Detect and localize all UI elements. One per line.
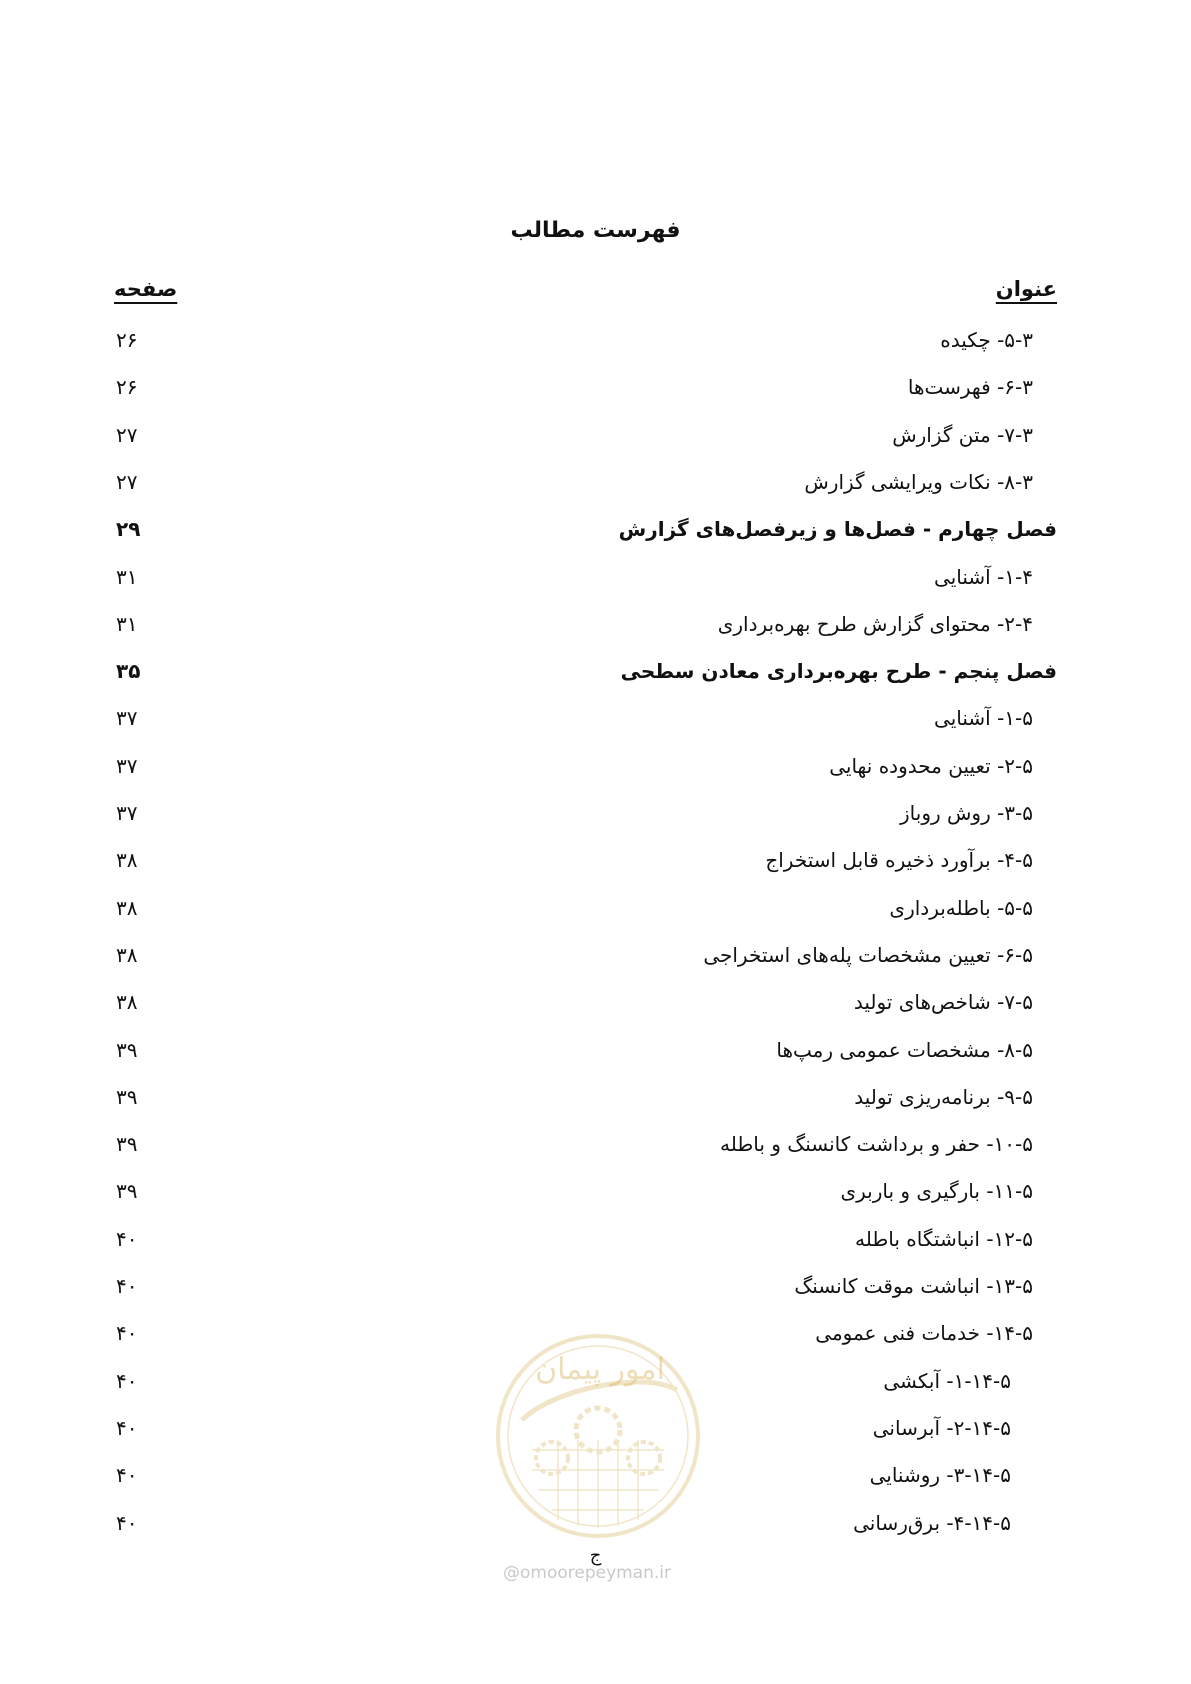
toc-row: [0, 1179, 1191, 1213]
toc-entry-page: ۳۱: [116, 612, 138, 636]
toc-row: [0, 470, 1191, 504]
toc-entry-title: ۱۴-۵- خدمات فنی عمومی: [815, 1321, 1033, 1345]
toc-row: [0, 754, 1191, 788]
toc-entry-title: ۱-۴- آشنایی: [934, 565, 1033, 589]
toc-entry-page: ۴۰: [116, 1274, 138, 1298]
toc-entry-page: ۳۸: [116, 943, 138, 967]
title-column-header: عنوان: [995, 277, 1057, 301]
toc-entry-page: ۳۷: [116, 706, 138, 730]
toc-row: [0, 328, 1191, 362]
toc-row: [0, 1132, 1191, 1166]
toc-entry-title: ۸-۵- مشخصات عمومی رمپ‌ها: [776, 1038, 1033, 1062]
toc-row: [0, 990, 1191, 1024]
toc-entry-page: ۲۶: [116, 328, 138, 352]
toc-entry-title: ۱-۱۴-۵- آبکشی: [883, 1369, 1011, 1393]
toc-entry-title: ۵-۳- چکیده: [940, 328, 1033, 352]
toc-entry-page: ۳۹: [116, 1179, 138, 1203]
toc-entry-title: ۱۲-۵- انباشتگاه باطله: [855, 1227, 1033, 1251]
toc-entry-title: ۲-۱۴-۵- آبرسانی: [872, 1416, 1011, 1440]
toc-row: [0, 1227, 1191, 1261]
toc-row: [0, 1085, 1191, 1119]
toc-entry-title: ۲-۵- تعیین محدوده نهایی: [829, 754, 1033, 778]
toc-entry-page: ۳۹: [116, 1132, 138, 1156]
toc-entry-title: ۱۰-۵- حفر و برداشت کانسنگ و باطله: [720, 1132, 1033, 1156]
toc-row: [0, 896, 1191, 930]
toc-row: [0, 943, 1191, 977]
toc-entry-page: ۳۸: [116, 896, 138, 920]
toc-entry-page: ۳۹: [116, 1085, 138, 1109]
website-watermark: @omoorepeyman.ir: [503, 1563, 672, 1583]
toc-row: [0, 801, 1191, 835]
toc-entry-page: ۲۷: [116, 423, 138, 447]
toc-entry-page: ۳۵: [116, 659, 141, 683]
toc-entry-title: ۲-۴- محتوای گزارش طرح بهره‌برداری: [717, 612, 1033, 636]
toc-row: [0, 848, 1191, 882]
toc-entry-page: ۲۶: [116, 375, 138, 399]
toc-entry-page: ۴۰: [116, 1321, 138, 1345]
toc-entry-title: ۶-۳- فهرست‌ها: [907, 375, 1033, 399]
toc-entry-title: ۴-۵- برآورد ذخیره قابل استخراج: [765, 848, 1033, 872]
toc-entry-page: ۴۰: [116, 1227, 138, 1251]
toc-entry-page: ۴۰: [116, 1511, 138, 1535]
toc-entry-title: ۱۳-۵- انباشت موقت کانسنگ: [794, 1274, 1033, 1298]
toc-entry-page: ۲۷: [116, 470, 138, 494]
toc-entry-title: ۳-۵- روش روباز: [900, 801, 1033, 825]
toc-entry-title: ۶-۵- تعیین مشخصات پله‌های استخراجی: [703, 943, 1033, 967]
toc-entry-page: ۳۸: [116, 848, 138, 872]
toc-row: [0, 706, 1191, 740]
toc-entry-page: ۳۷: [116, 754, 138, 778]
toc-entry-title: ۳-۱۴-۵- روشنایی: [869, 1463, 1011, 1487]
toc-row: [0, 375, 1191, 409]
seal-text: امور پیمان: [535, 1352, 665, 1387]
toc-row: [0, 612, 1191, 646]
toc-entry-page: ۴۰: [116, 1416, 138, 1440]
toc-entry-title: ۴-۱۴-۵- برق‌رسانی: [853, 1511, 1011, 1535]
toc-entry-title: فصل پنجم - طرح بهره‌برداری معادن سطحی: [620, 659, 1057, 683]
toc-entry-title: ۵-۵- باطله‌برداری: [889, 896, 1033, 920]
toc-entry-page: ۴۰: [116, 1463, 138, 1487]
toc-entry-title: ۱-۵- آشنایی: [934, 706, 1033, 730]
page-column-header: صفحه: [114, 277, 178, 301]
toc-entry-title: ۷-۵- شاخص‌های تولید: [853, 990, 1033, 1014]
toc-entry-title: ۱۱-۵- بارگیری و باربری: [840, 1179, 1033, 1203]
toc-entry-page: ۳۷: [116, 801, 138, 825]
toc-entry-title: ۷-۳- متن گزارش: [892, 423, 1033, 447]
toc-row: [0, 1038, 1191, 1072]
toc-row: [0, 565, 1191, 599]
toc-entry-page: ۳۱: [116, 565, 138, 589]
toc-row: [0, 1274, 1191, 1308]
toc-entry-title: ۹-۵- برنامه‌ریزی تولید: [854, 1085, 1033, 1109]
toc-chapter-row: [0, 517, 1191, 551]
watermark-text: omoorepeyman.ir: [520, 1563, 672, 1583]
toc-entry-page: ۴۰: [116, 1369, 138, 1393]
toc-row: [0, 423, 1191, 457]
toc-entry-title: فصل چهارم - فصل‌ها و زیرفصل‌های گزارش: [618, 517, 1057, 541]
page-number: ج: [589, 1545, 602, 1566]
toc-entry-title: ۸-۳- نکات ویرایشی گزارش: [804, 470, 1033, 494]
toc-chapter-row: [0, 659, 1191, 693]
toc-entry-page: ۳۸: [116, 990, 138, 1014]
page-title: فهرست مطالب: [510, 218, 681, 243]
toc-entry-page: ۳۹: [116, 1038, 138, 1062]
toc-entry-page: ۲۹: [116, 517, 141, 541]
